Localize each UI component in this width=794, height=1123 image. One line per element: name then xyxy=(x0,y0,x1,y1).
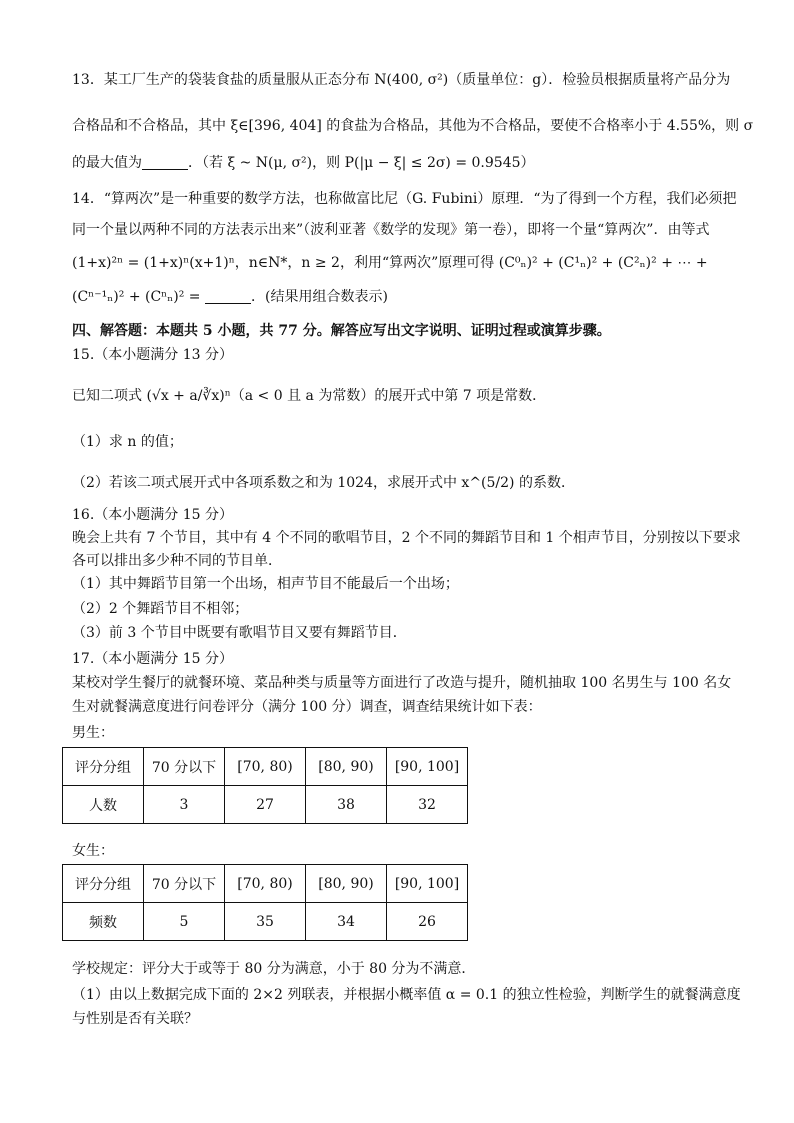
male-label: 男生： xyxy=(72,725,114,741)
table-row xyxy=(63,865,468,903)
table-cell: 评分分组 xyxy=(63,748,144,786)
q16-part-3: （3）前 3 个节目中既要有歌唱节目又要有舞蹈节目． xyxy=(72,625,407,641)
table-cell: 35 xyxy=(225,903,306,941)
table-cell: [80, 90) xyxy=(306,748,387,786)
table-cell: 32 xyxy=(387,786,468,824)
table-cell: 27 xyxy=(225,786,306,824)
table-cell: [90, 100] xyxy=(387,865,468,903)
table-cell: 26 xyxy=(387,903,468,941)
table-cell: 3 xyxy=(144,786,225,824)
q14-line-4-pre: (Cⁿ⁻¹ₙ)² + (Cⁿₙ)² = xyxy=(72,289,201,305)
q17-stem-2: 生对就餐满意度进行问卷评分（满分 100 分）调查，调查结果统计如下表： xyxy=(72,699,542,715)
q16-stem-1: 晚会上共有 7 个节目，其中有 4 个不同的歌唱节目，2 个不同的舞蹈节目和 1 个相声节目，分别按以下要求 xyxy=(72,530,741,546)
table-cell: 评分分组 xyxy=(63,865,144,903)
table-cell: 70 分以下 xyxy=(144,865,225,903)
female-score-table xyxy=(62,864,468,941)
q13-line-3 xyxy=(72,152,730,174)
table-row xyxy=(63,786,468,824)
q17-header: 17.（本小题满分 15 分） xyxy=(72,651,233,667)
female-label: 女生： xyxy=(72,843,114,859)
q15-stem: 已知二项式 (√x + a/∛x)ⁿ（a < 0 且 a 为常数）的展开式中第 7 项是常数． xyxy=(72,388,547,404)
q16-part-1: （1）其中舞蹈节目第一个出场，相声节目不能最后一个出场； xyxy=(72,576,459,592)
table-cell: [80, 90) xyxy=(306,865,387,903)
table-cell: [90, 100] xyxy=(387,748,468,786)
q14-line-4-post: ．(结果用组合数表示) xyxy=(251,289,388,305)
q14-line-2: 同一个量以两种不同的方法表示出来”（波利亚著《数学的发现》第一卷），即将一个量“算两次”．由等式 xyxy=(72,222,710,238)
q13-line-2: 合格品和不合格品，其中 ξ∈[396, 404] 的食盐为合格品，其他为不合格品，要使不合格率小于 4.55%，则 σ xyxy=(72,118,754,134)
q13-line-3-pre: 的最大值为 xyxy=(72,155,142,171)
q15-part-1: （1）求 n 的值； xyxy=(72,434,183,450)
table-cell: 5 xyxy=(144,903,225,941)
q17-part-1-a: （1）由以上数据完成下面的 2×2 列联表，并根据小概率值 α = 0.1 的独立性检验，判断学生的就餐满意度 xyxy=(72,987,741,1003)
q14-line-4 xyxy=(72,286,730,308)
table-cell: [70, 80) xyxy=(225,865,306,903)
section-title: 四、解答题：本题共 5 小题，共 77 分。解答应写出文字说明、证明过程或演算步骤。 xyxy=(72,323,611,339)
q14-line-3: (1+x)²ⁿ = (1+x)ⁿ(x+1)ⁿ，n∈N*，n ≥ 2，利用“算两次”原理可得 (C⁰ₙ)² + (C¹ₙ)² + (C²ₙ)² + ⋯ + xyxy=(72,255,708,271)
q13-line-3-post: ．（若 ξ ~ N(μ, σ²)，则 P(|μ − ξ| ≤ 2σ) = 0.9545） xyxy=(188,155,535,171)
q13-line-1: 13．某工厂生产的袋装食盐的质量服从正态分布 N(400, σ²)（质量单位：g）．检验员根据质量将产品分为 xyxy=(72,72,731,88)
q15-part-2: （2）若该二项式展开式中各项系数之和为 1024，求展开式中 x^(5/2) 的系数． xyxy=(72,475,575,491)
answer-blank xyxy=(205,289,251,304)
q16-stem-2: 各可以排出多少种不同的节目单． xyxy=(72,553,282,569)
table-cell: 人数 xyxy=(63,786,144,824)
table-cell: 38 xyxy=(306,786,387,824)
q16-header: 16.（本小题满分 15 分） xyxy=(72,507,233,523)
q17-stem-1: 某校对学生餐厅的就餐环境、菜品种类与质量等方面进行了改造与提升，随机抽取 100 名男生与 100 名女 xyxy=(72,675,732,691)
q17-rule: 学校规定：评分大于或等于 80 分为满意，小于 80 分为不满意． xyxy=(72,961,476,977)
table-cell: 34 xyxy=(306,903,387,941)
answer-blank xyxy=(142,155,188,170)
male-score-table xyxy=(62,747,468,824)
q16-part-2: （2）2 个舞蹈节目不相邻； xyxy=(72,601,249,617)
table-cell: 70 分以下 xyxy=(144,748,225,786)
table-cell: [70, 80) xyxy=(225,748,306,786)
table-row xyxy=(63,903,468,941)
table-cell: 频数 xyxy=(63,903,144,941)
q14-line-1: 14．“算两次”是一种重要的数学方法，也称做富比尼（G. Fubini）原理．“为了得到一个方程，我们必须把 xyxy=(72,191,737,207)
q17-part-1-b: 与性别是否有关联？ xyxy=(72,1011,198,1027)
table-row xyxy=(63,748,468,786)
q15-header: 15.（本小题满分 13 分） xyxy=(72,347,233,363)
